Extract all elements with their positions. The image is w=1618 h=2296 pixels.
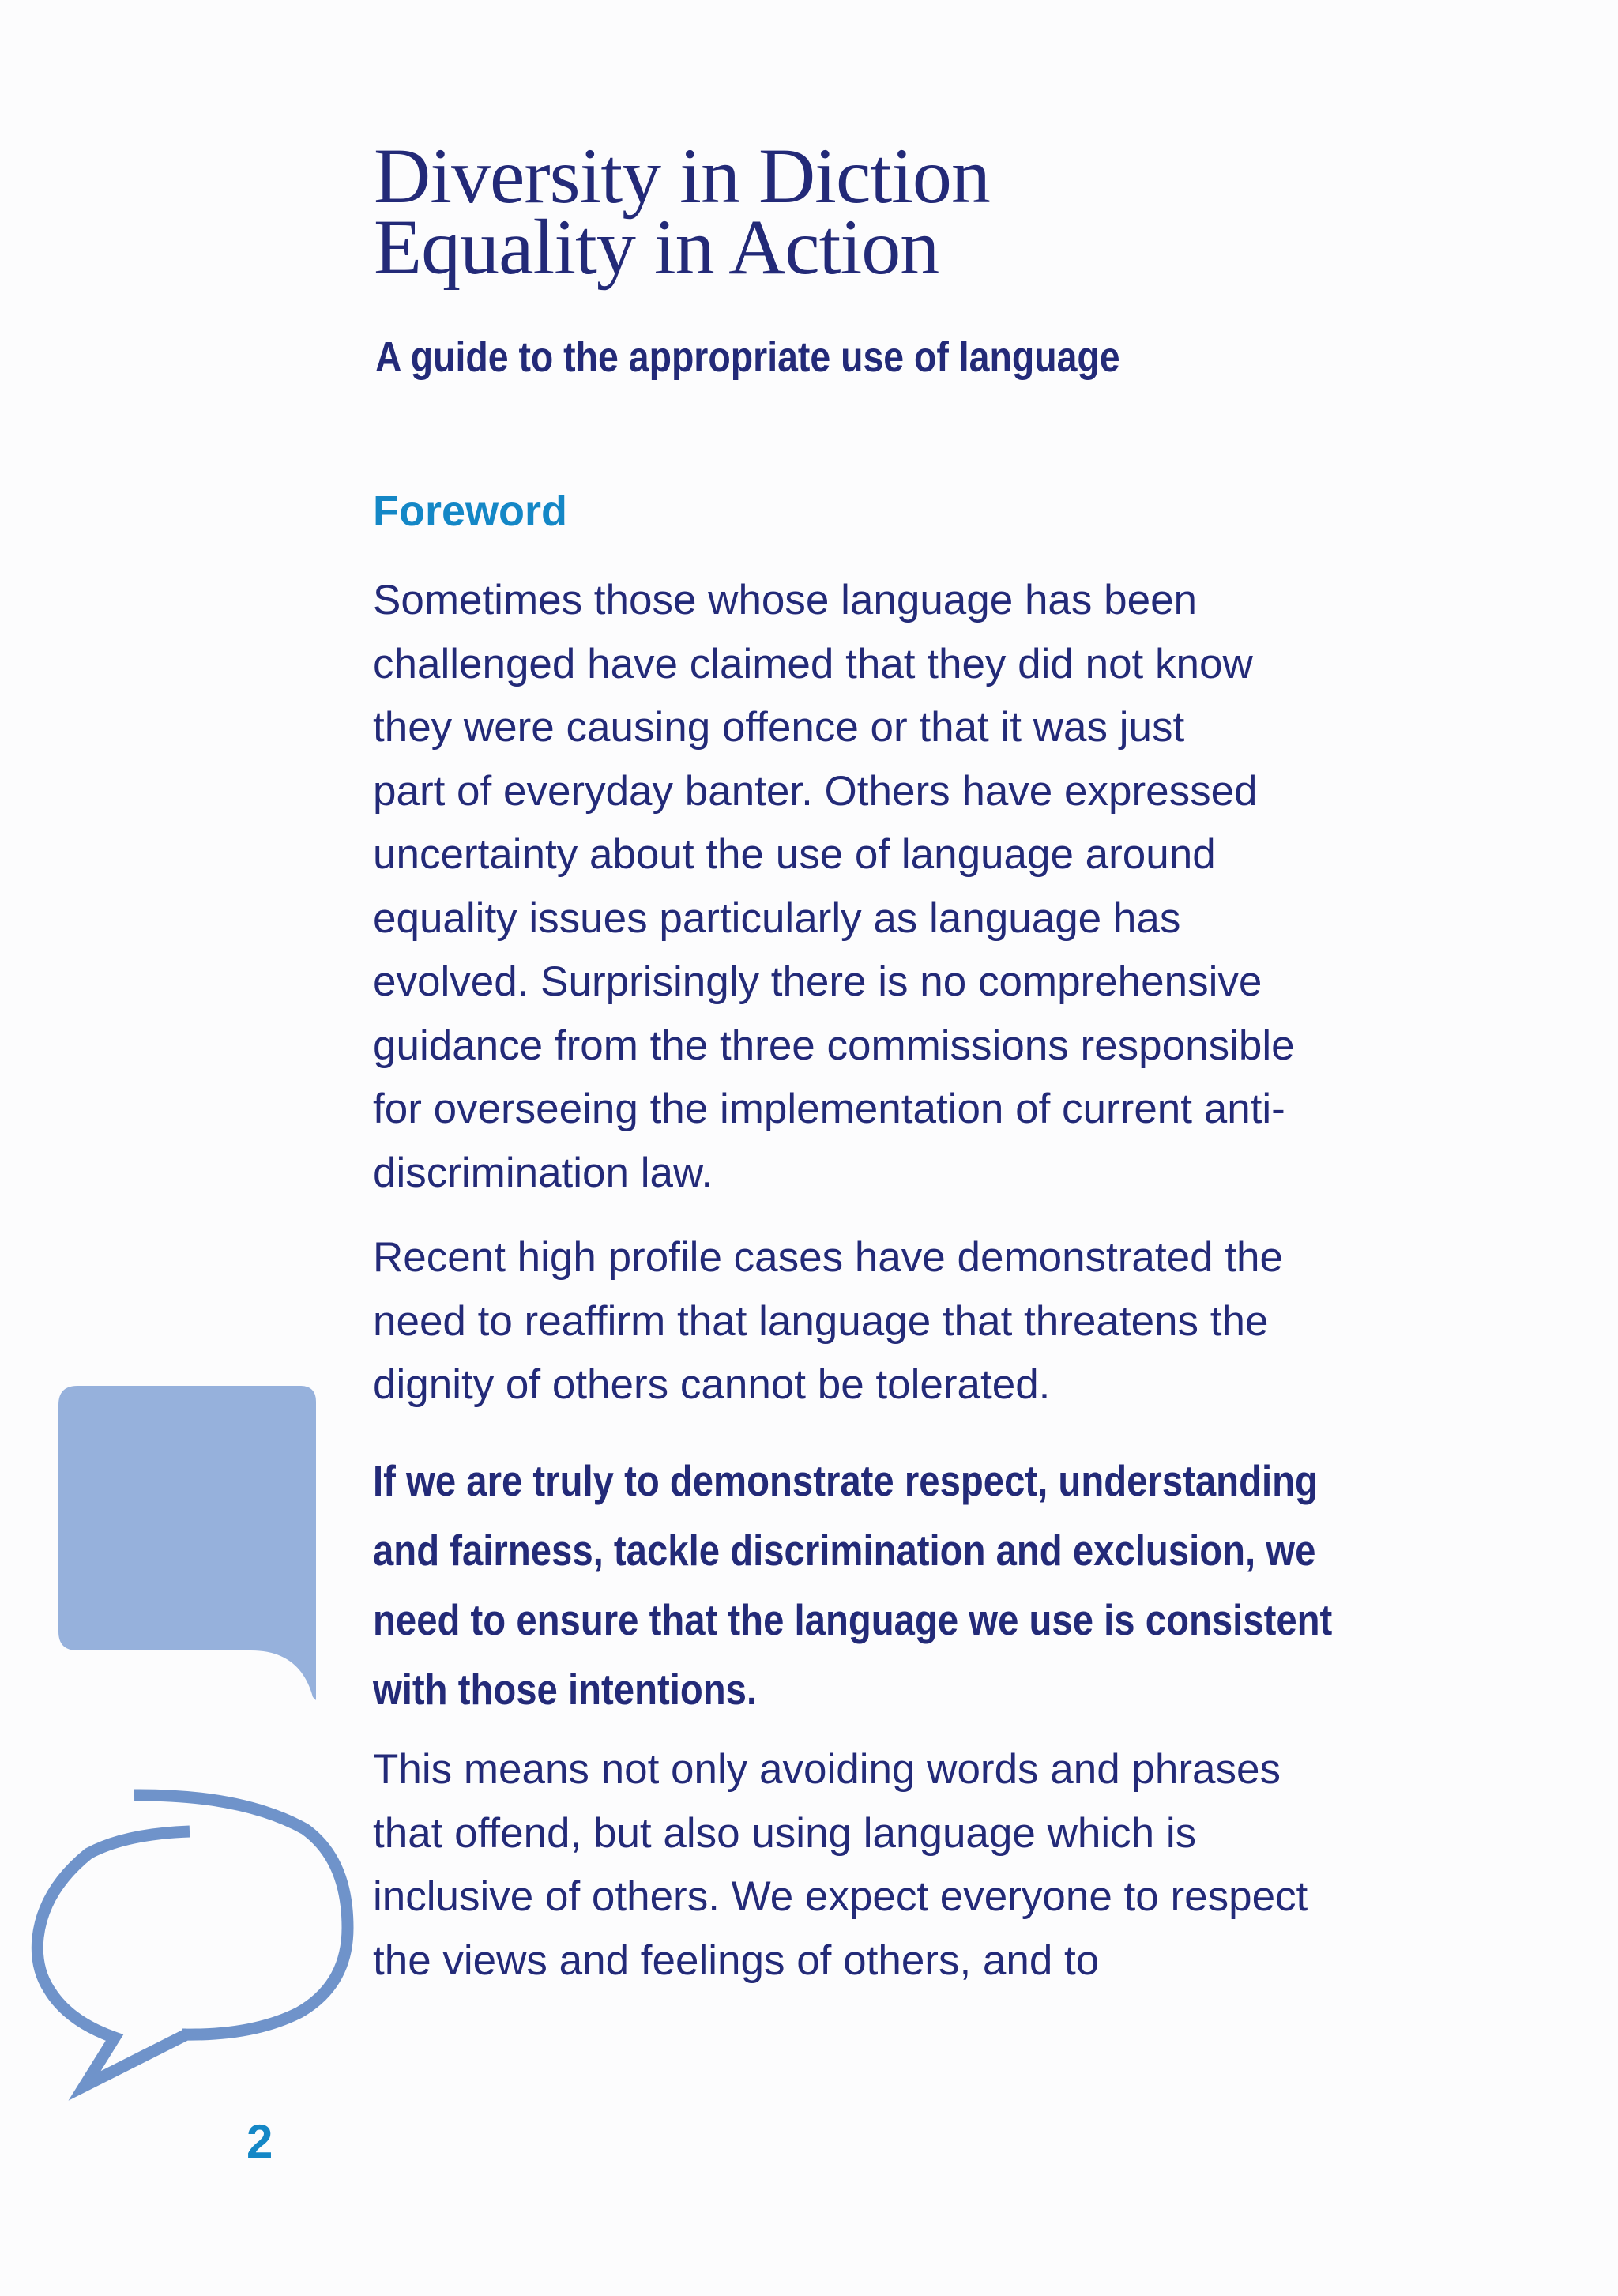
- foreword-paragraph-2: [373, 1226, 1432, 1417]
- paragraph-line: discrimination law.: [373, 1149, 713, 1196]
- section-heading: Foreword: [373, 487, 568, 535]
- title-line-2: Equality in Action: [374, 203, 939, 291]
- foreword-paragraph-4: [373, 1738, 1432, 1993]
- speech-bubble-outline-icon: [37, 1795, 348, 2086]
- paragraph-line: they were causing offence or that it was just: [373, 704, 1185, 751]
- paragraph-line: dignity of others cannot be tolerated.: [373, 1361, 1051, 1408]
- paragraph-line: equality issues particularly as language has: [373, 894, 1181, 942]
- paragraph-line: guidance from the three commissions responsible: [373, 1022, 1295, 1069]
- paragraph-line: part of everyday banter. Others have expressed: [373, 767, 1258, 815]
- paragraph-line: that offend, but also using language which is: [373, 1809, 1197, 1857]
- paragraph-line: evolved. Surprisingly there is no comprehensive: [373, 958, 1262, 1005]
- emphasis-line: with those intentions.: [373, 1665, 758, 1714]
- paragraph-line: for overseeing the implementation of current anti-: [373, 1086, 1285, 1132]
- title-line-1: Diversity in Diction: [374, 132, 990, 220]
- paragraph-line: uncertainty about the use of language around: [373, 831, 1216, 878]
- emphasis-paragraph: [373, 1446, 1333, 1724]
- page-title: [374, 132, 1401, 291]
- paragraph-line: This means not only avoiding words and phrases: [373, 1746, 1281, 1793]
- emphasis-line: need to ensure that the language we use is consistent: [373, 1595, 1333, 1644]
- paragraph-line: the views and feelings of others, and to: [373, 1937, 1100, 1984]
- foreword-paragraph-1: [373, 569, 1432, 1205]
- paragraph-line: need to reaffirm that language that threatens the: [373, 1297, 1269, 1345]
- speech-bubble-icon: [58, 1386, 316, 1700]
- subtitle: A guide to the appropriate use of language: [375, 333, 1120, 381]
- emphasis-line: and fairness, tackle discrimination and exclusion, we: [373, 1526, 1316, 1575]
- emphasis-line: If we are truly to demonstrate respect, understanding: [373, 1456, 1318, 1505]
- paragraph-line: challenged have claimed that they did not know: [373, 640, 1253, 687]
- paragraph-line: inclusive of others. We expect everyone to respect: [373, 1873, 1308, 1920]
- page-number: 2: [246, 2115, 273, 2168]
- paragraph-line: Recent high profile cases have demonstrated the: [373, 1234, 1283, 1281]
- paragraph-line: Sometimes those whose language has been: [373, 577, 1198, 623]
